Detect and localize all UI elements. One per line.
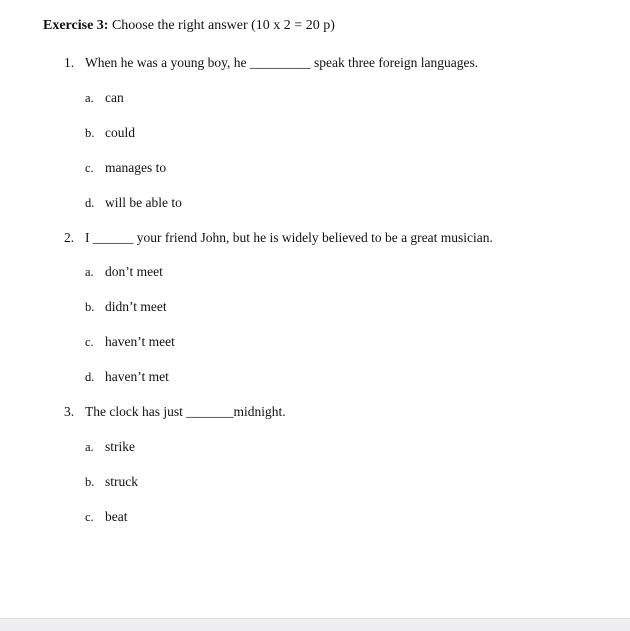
question-text: I ______ your friend John, but he is widely believed to be a great musician.: [85, 230, 493, 245]
option-letter: a.: [85, 91, 94, 105]
question-3-option-b: [85, 473, 138, 491]
exercise-title-bold: Exercise 3:: [43, 18, 109, 33]
question-text: The clock has just _______midnight.: [85, 404, 286, 419]
question-2-option-c: [85, 333, 175, 351]
option-text: didn’t meet: [105, 299, 167, 314]
question-1-option-c: [85, 159, 166, 177]
option-letter: a.: [85, 440, 94, 454]
option-text: can: [105, 90, 124, 105]
question-number: 2.: [64, 230, 75, 245]
bottom-strip: [0, 618, 630, 631]
option-letter: a.: [85, 265, 94, 279]
question-1-option-b: [85, 124, 135, 142]
option-letter: d.: [85, 196, 95, 210]
question-2: [64, 229, 493, 247]
question-1-option-a: [85, 89, 124, 107]
option-text: struck: [105, 474, 138, 489]
option-letter: b.: [85, 300, 95, 314]
question-1-option-d: [85, 194, 182, 212]
question-2-option-b: [85, 298, 167, 316]
option-letter: c.: [85, 510, 94, 524]
exercise-title-text: Choose the right answer (10 x 2 = 20 p): [108, 18, 335, 33]
question-3-option-a: [85, 438, 135, 456]
question-number: 1.: [64, 55, 75, 70]
option-letter: b.: [85, 475, 95, 489]
option-letter: c.: [85, 335, 94, 349]
question-2-option-a: [85, 263, 163, 281]
exercise-title: [43, 18, 335, 34]
option-text: beat: [105, 509, 128, 524]
option-text: strike: [105, 439, 135, 454]
option-text: haven’t met: [105, 369, 169, 384]
option-letter: d.: [85, 370, 95, 384]
question-3: [64, 403, 286, 421]
question-3-option-c: [85, 508, 128, 526]
option-text: could: [105, 125, 135, 140]
option-letter: b.: [85, 126, 95, 140]
question-2-option-d: [85, 368, 169, 386]
question-number: 3.: [64, 404, 75, 419]
option-text: don’t meet: [105, 264, 163, 279]
question-text: When he was a young boy, he _________ speak three foreign languages.: [85, 55, 479, 70]
option-letter: c.: [85, 161, 94, 175]
option-text: will be able to: [105, 195, 182, 210]
question-1: [64, 54, 478, 72]
option-text: haven’t meet: [105, 334, 175, 349]
option-text: manages to: [105, 160, 167, 175]
